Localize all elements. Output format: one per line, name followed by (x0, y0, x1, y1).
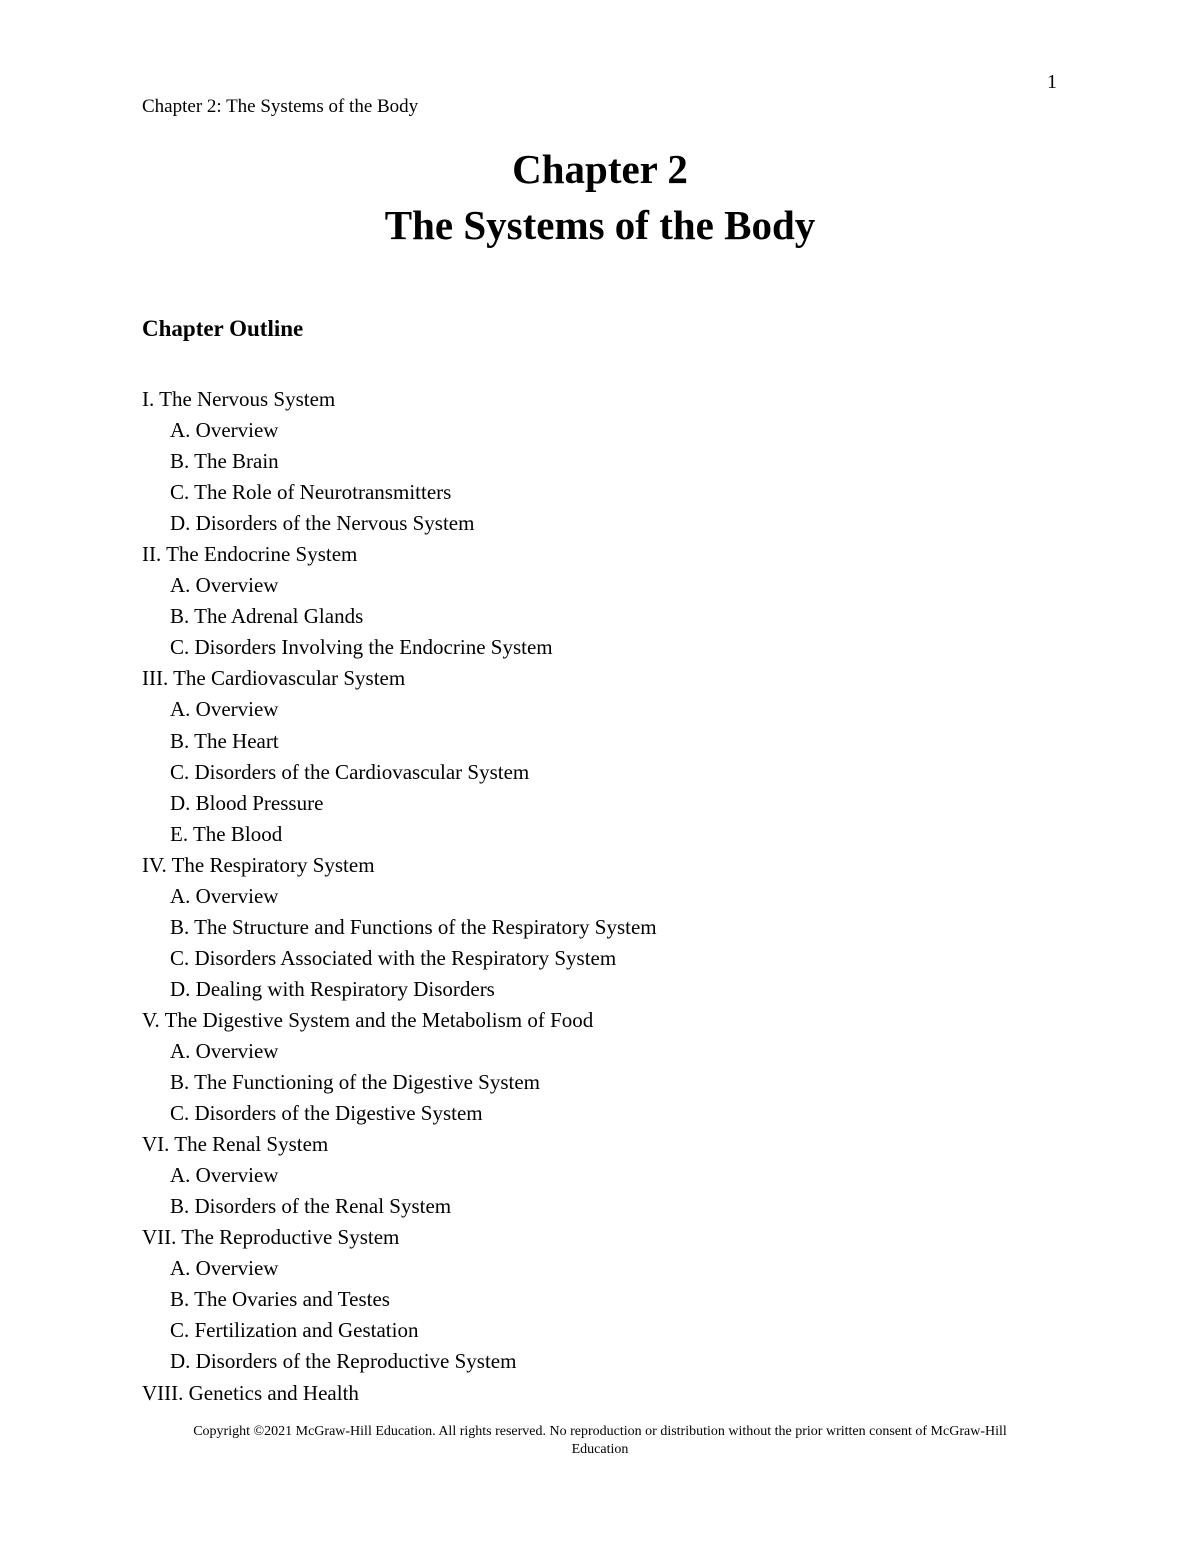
outline-subsection-item: B. Disorders of the Renal System (170, 1194, 452, 1219)
outline-subsection-item: B. The Heart (170, 728, 279, 753)
outline-subsection-item: A. Overview (170, 1163, 279, 1188)
outline-subsection-item: A. Overview (170, 1038, 279, 1063)
page-number: 1 (1047, 71, 1057, 93)
outline-subsection-item: C. Fertilization and Gestation (170, 1318, 419, 1343)
outline-section-item: VII. The Reproductive System (142, 1225, 400, 1250)
outline-subsection-item: C. Disorders of the Cardiovascular System (170, 759, 530, 784)
outline-subsection-item: B. The Structure and Functions of the Respiratory System (170, 914, 657, 939)
outline-subsection-item: D. Blood Pressure (170, 790, 324, 815)
outline-section-item: VI. The Renal System (142, 1132, 329, 1157)
chapter-outline-list (142, 384, 1062, 1409)
copyright-footer-line-1: Copyright ©2021 McGraw-Hill Education. All rights reserved. No reproduction or distribution without the prior written consent of McGraw-Hill (193, 1424, 1007, 1439)
outline-heading: Chapter Outline (142, 316, 304, 341)
outline-section-item: VIII. Genetics and Health (142, 1380, 359, 1405)
chapter-title-line-2: The Systems of the Body (384, 202, 816, 248)
outline-subsection-item: B. The Ovaries and Testes (170, 1287, 390, 1312)
outline-subsection-item: A. Overview (170, 573, 279, 598)
outline-subsection-item: E. The Blood (170, 821, 283, 846)
outline-subsection-item: D. Disorders of the Nervous System (170, 511, 475, 536)
outline-subsection-item: B. The Functioning of the Digestive System (170, 1070, 541, 1095)
running-header: Chapter 2: The Systems of the Body (142, 96, 419, 117)
copyright-footer (140, 1423, 1060, 1459)
chapter-title-line-1: Chapter 2 (512, 146, 688, 192)
outline-subsection-item: A. Overview (170, 418, 279, 443)
outline-section-item: III. The Cardiovascular System (142, 666, 406, 691)
outline-section-item: II. The Endocrine System (142, 542, 358, 567)
outline-subsection-item: D. Disorders of the Reproductive System (170, 1349, 517, 1374)
outline-subsection-item: C. Disorders Involving the Endocrine System (170, 635, 553, 660)
outline-subsection-item: C. Disorders of the Digestive System (170, 1101, 483, 1126)
copyright-footer-line-2: Education (571, 1442, 629, 1457)
outline-subsection-item: D. Dealing with Respiratory Disorders (170, 976, 495, 1001)
outline-subsection-item: A. Overview (170, 1256, 279, 1281)
outline-subsection-item: C. Disorders Associated with the Respiratory System (170, 945, 617, 970)
outline-subsection-item: B. The Adrenal Glands (170, 604, 364, 629)
outline-subsection-item: A. Overview (170, 697, 279, 722)
outline-section-item: IV. The Respiratory System (142, 852, 375, 877)
outline-subsection-item: A. Overview (170, 883, 279, 908)
outline-section-item: V. The Digestive System and the Metabolism of Food (142, 1007, 594, 1032)
outline-subsection-item: C. The Role of Neurotransmitters (170, 480, 452, 505)
outline-section-item: I. The Nervous System (142, 387, 336, 411)
outline-subsection-item: B. The Brain (170, 449, 279, 474)
